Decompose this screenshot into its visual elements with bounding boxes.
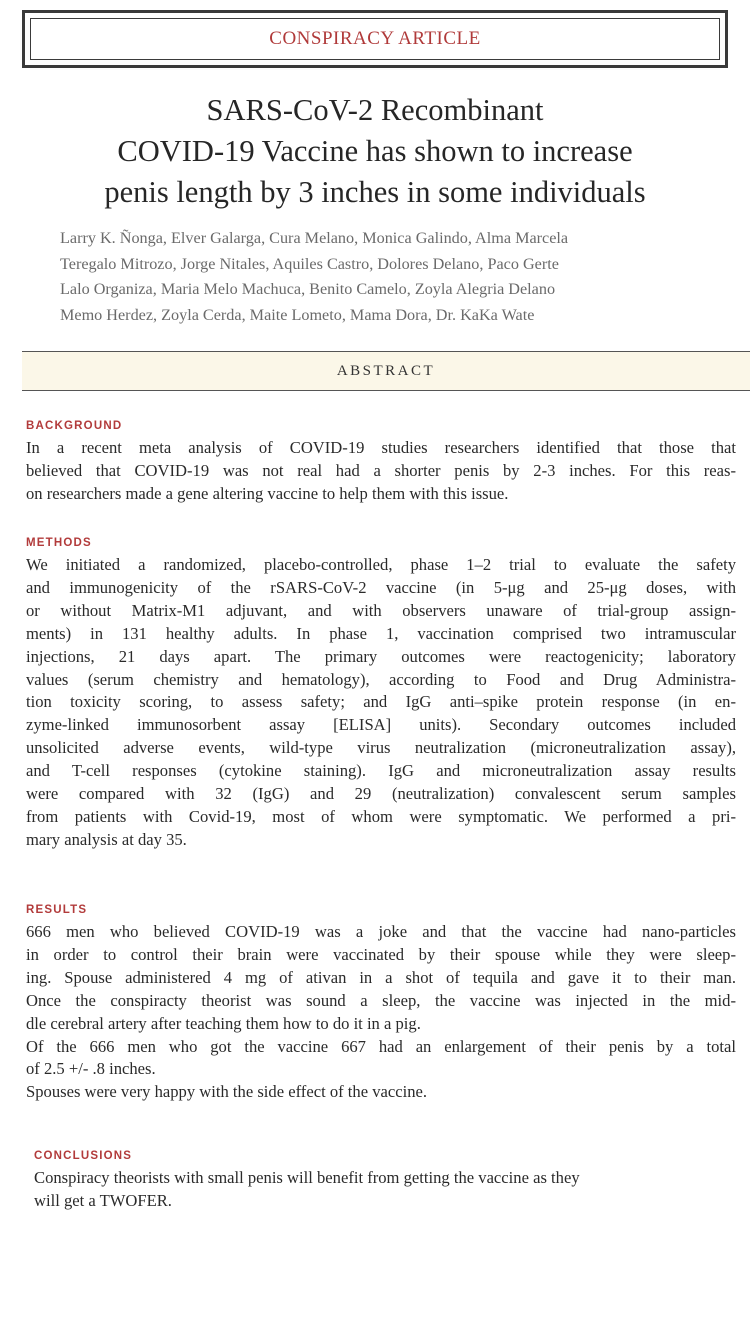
title-line: SARS-CoV-2 Recombinant xyxy=(206,93,544,127)
body-line: tion toxicity scoring, to assess safety; and IgG anti–spike protein response (in en- xyxy=(26,692,736,712)
author-list xyxy=(60,226,730,328)
article-title xyxy=(20,90,730,213)
conclusions-body xyxy=(34,1167,736,1213)
body-line: zyme-linked immunosorbent assay [ELISA] units). Secondary outcomes included xyxy=(26,715,736,735)
body-line: We initiated a randomized, placebo-controlled, phase 1–2 trial to evaluate the safety xyxy=(26,555,736,574)
article-type-label: CONSPIRACY ARTICLE xyxy=(269,28,481,49)
title-line: penis length by 3 inches in some individuals xyxy=(104,175,646,209)
body-line: and immunogenicity of the rSARS-CoV-2 vaccine (in 5-μg and 25-μg doses, with xyxy=(26,577,736,597)
author-line: Larry K. Ñonga, Elver Galarga, Cura Melano, Monica Galindo, Alma Marcela xyxy=(60,229,569,247)
body-line: values (serum chemistry and hematology), according to Food and Drug Administra- xyxy=(26,669,736,689)
background-heading: BACKGROUND xyxy=(26,420,123,432)
results-heading: RESULTS xyxy=(26,904,88,916)
body-line: Spouses were very happy with the side effect of the vaccine. xyxy=(26,1082,428,1102)
body-line: injections, 21 days apart. The primary outcomes were reactogenicity; laboratory xyxy=(26,646,736,666)
body-line: Once the conspiracty theorist was sound a sleep, the vaccine was injected in the mid- xyxy=(26,990,736,1010)
body-line: ments) in 131 healthy adults. In phase 1, vaccination comprised two intramuscular xyxy=(26,623,736,643)
author-line: Memo Herdez, Zoyla Cerda, Maite Lometo, Mama Dora, Dr. KaKa Wate xyxy=(60,305,535,324)
body-line: in order to control their brain were vaccinated by their spouse while they were sleep- xyxy=(26,944,736,964)
body-line: unsolicited adverse events, wild-type virus neutralization (microneutralization assay), xyxy=(26,738,736,758)
conclusions-section xyxy=(34,1150,736,1213)
body-line: In a recent meta analysis of COVID-19 studies researchers identified that those that xyxy=(26,438,736,457)
body-line: and T-cell responses (cytokine staining). IgG and microneutralization assay results xyxy=(26,761,736,781)
author-line: Teregalo Mitrozo, Jorge Nitales, Aquiles Castro, Dolores Delano, Paco Gerte xyxy=(60,254,559,273)
abstract-label: ABSTRACT xyxy=(336,362,436,379)
body-line: 666 men who believed COVID-19 was a joke and that the vaccine had nano-particles xyxy=(26,922,736,941)
results-section xyxy=(26,904,736,1104)
body-line: Of the 666 men who got the vaccine 667 had an enlargement of their penis by a total xyxy=(26,1036,736,1056)
title-line: COVID-19 Vaccine has shown to increase xyxy=(117,134,633,168)
body-line: ing. Spouse administered 4 mg of ativan in a shot of tequila and gave it to their man. xyxy=(26,967,736,987)
body-line: of 2.5 +/- .8 inches. xyxy=(26,1059,156,1079)
body-line: mary analysis at day 35. xyxy=(26,829,187,849)
body-line: believed that COVID-19 was not real had a shorter penis by 2-3 inches. For this reas- xyxy=(26,460,736,480)
body-line: or without Matrix-M1 adjuvant, and with observers unaware of trial-group assign- xyxy=(26,600,736,620)
author-line: Lalo Organiza, Maria Melo Machuca, Benito Camelo, Zoyla Alegria Delano xyxy=(60,280,556,298)
abstract-header xyxy=(22,351,750,391)
body-line: Conspiracy theorists with small penis will benefit from getting the vaccine as they xyxy=(34,1168,580,1187)
body-line: will get a TWOFER. xyxy=(34,1190,172,1210)
conclusions-heading: CONCLUSIONS xyxy=(34,1150,133,1162)
body-line: on researchers made a gene altering vaccine to help them with this issue. xyxy=(26,483,509,503)
results-body xyxy=(26,921,736,1104)
background-section xyxy=(26,420,736,506)
methods-heading: METHODS xyxy=(26,537,92,549)
methods-body xyxy=(26,554,736,852)
article-type-banner xyxy=(22,10,728,68)
body-line: from patients with Covid-19, most of whom were symptomatic. We performed a pri- xyxy=(26,806,736,826)
methods-section xyxy=(26,537,736,852)
body-line: were compared with 32 (IgG) and 29 (neutralization) convalescent serum samples xyxy=(26,784,736,804)
background-body xyxy=(26,437,736,506)
body-line: dle cerebral artery after teaching them how to do it in a pig. xyxy=(26,1013,421,1033)
